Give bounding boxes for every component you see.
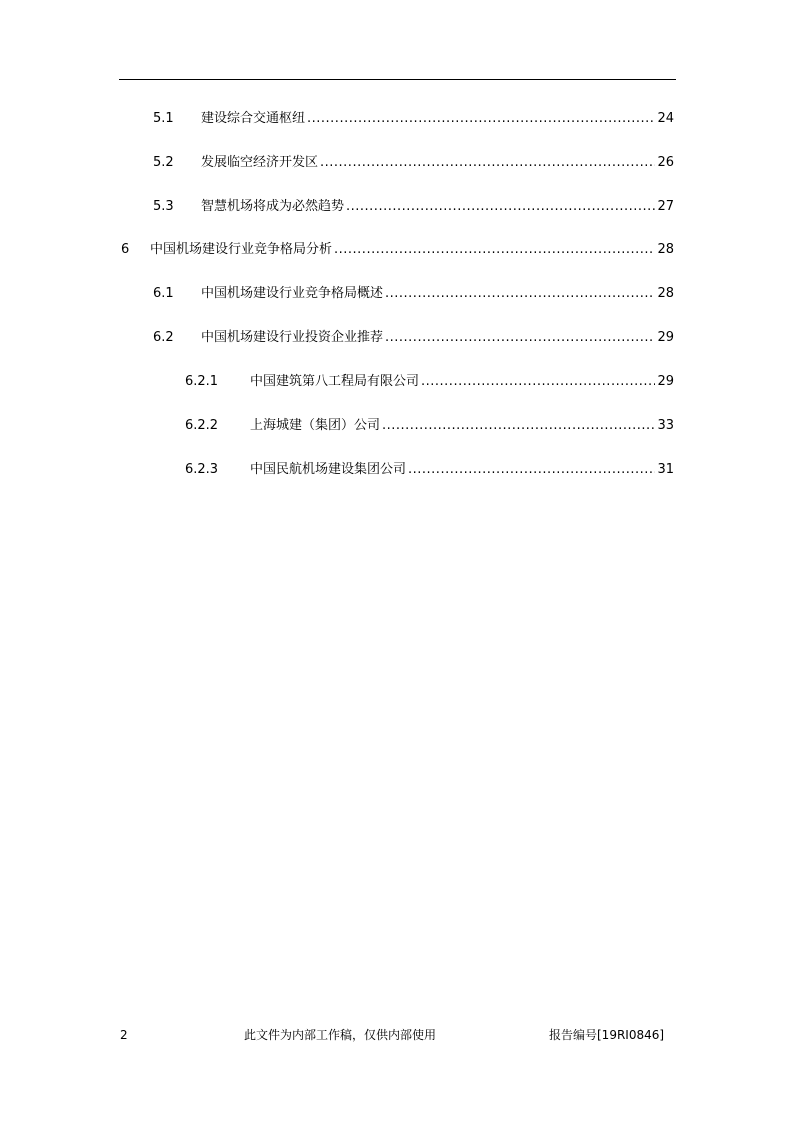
- toc-entry-6-2[interactable]: [153, 328, 674, 348]
- dot-leader: [421, 372, 655, 392]
- toc-title: 中国民航机场建设集团公司: [250, 462, 407, 477]
- toc-title: 中国建筑第八工程局有限公司: [250, 374, 420, 389]
- dot-leader: [320, 153, 655, 173]
- toc-number: 6.2.3: [185, 462, 219, 477]
- toc-entry-6[interactable]: [121, 240, 674, 260]
- toc-page: 33: [657, 418, 674, 433]
- dot-leader: [307, 109, 655, 129]
- toc-number: 6.2.2: [185, 418, 219, 433]
- toc-title: 智慧机场将成为必然趋势: [201, 199, 345, 214]
- dot-leader: [382, 416, 655, 436]
- toc-page: 26: [657, 155, 674, 170]
- toc-number: 6.1: [153, 286, 174, 301]
- toc-page: 29: [657, 330, 674, 345]
- toc-page: 31: [657, 462, 674, 477]
- dot-leader: [334, 240, 655, 260]
- toc-entry-6-2-1[interactable]: [185, 372, 674, 392]
- toc-number: 5.2: [153, 155, 174, 170]
- toc-title: 中国机场建设行业竞争格局分析: [150, 242, 333, 257]
- dot-leader: [408, 460, 655, 480]
- toc-page: 28: [657, 286, 674, 301]
- dot-leader: [385, 328, 655, 348]
- toc-number: 5.1: [153, 111, 174, 126]
- toc-title: 中国机场建设行业竞争格局概述: [201, 286, 384, 301]
- header-rule: [119, 79, 676, 80]
- toc-number: 5.3: [153, 199, 174, 214]
- toc-number: 6.2: [153, 330, 174, 345]
- toc-entry-5-3[interactable]: [153, 197, 674, 217]
- toc-title: 发展临空经济开发区: [201, 155, 319, 170]
- toc-entry-6-2-3[interactable]: [185, 460, 674, 480]
- toc-entry-5-1[interactable]: [153, 109, 674, 129]
- footer-page-number: 2: [120, 1028, 128, 1042]
- dot-leader: [385, 284, 655, 304]
- footer-notice: 此文件为内部工作稿，仅供内部使用: [244, 1028, 437, 1042]
- toc-number: 6.2.1: [185, 374, 219, 389]
- dot-leader: [346, 197, 655, 217]
- toc-title: 中国机场建设行业投资企业推荐: [201, 330, 384, 345]
- toc-entry-6-2-2[interactable]: [185, 416, 674, 436]
- toc-number: 6: [121, 242, 130, 257]
- toc-page: 28: [657, 242, 674, 257]
- toc-title: 建设综合交通枢纽: [201, 111, 306, 126]
- toc-entry-6-1[interactable]: [153, 284, 674, 304]
- toc-page: 27: [657, 199, 674, 214]
- footer-report-id: 报告编号[19RI0846]: [549, 1028, 665, 1042]
- toc-entry-5-2[interactable]: [153, 153, 674, 173]
- toc-page: 29: [657, 374, 674, 389]
- toc-page: 24: [657, 111, 674, 126]
- toc-title: 上海城建（集团）公司: [250, 418, 381, 433]
